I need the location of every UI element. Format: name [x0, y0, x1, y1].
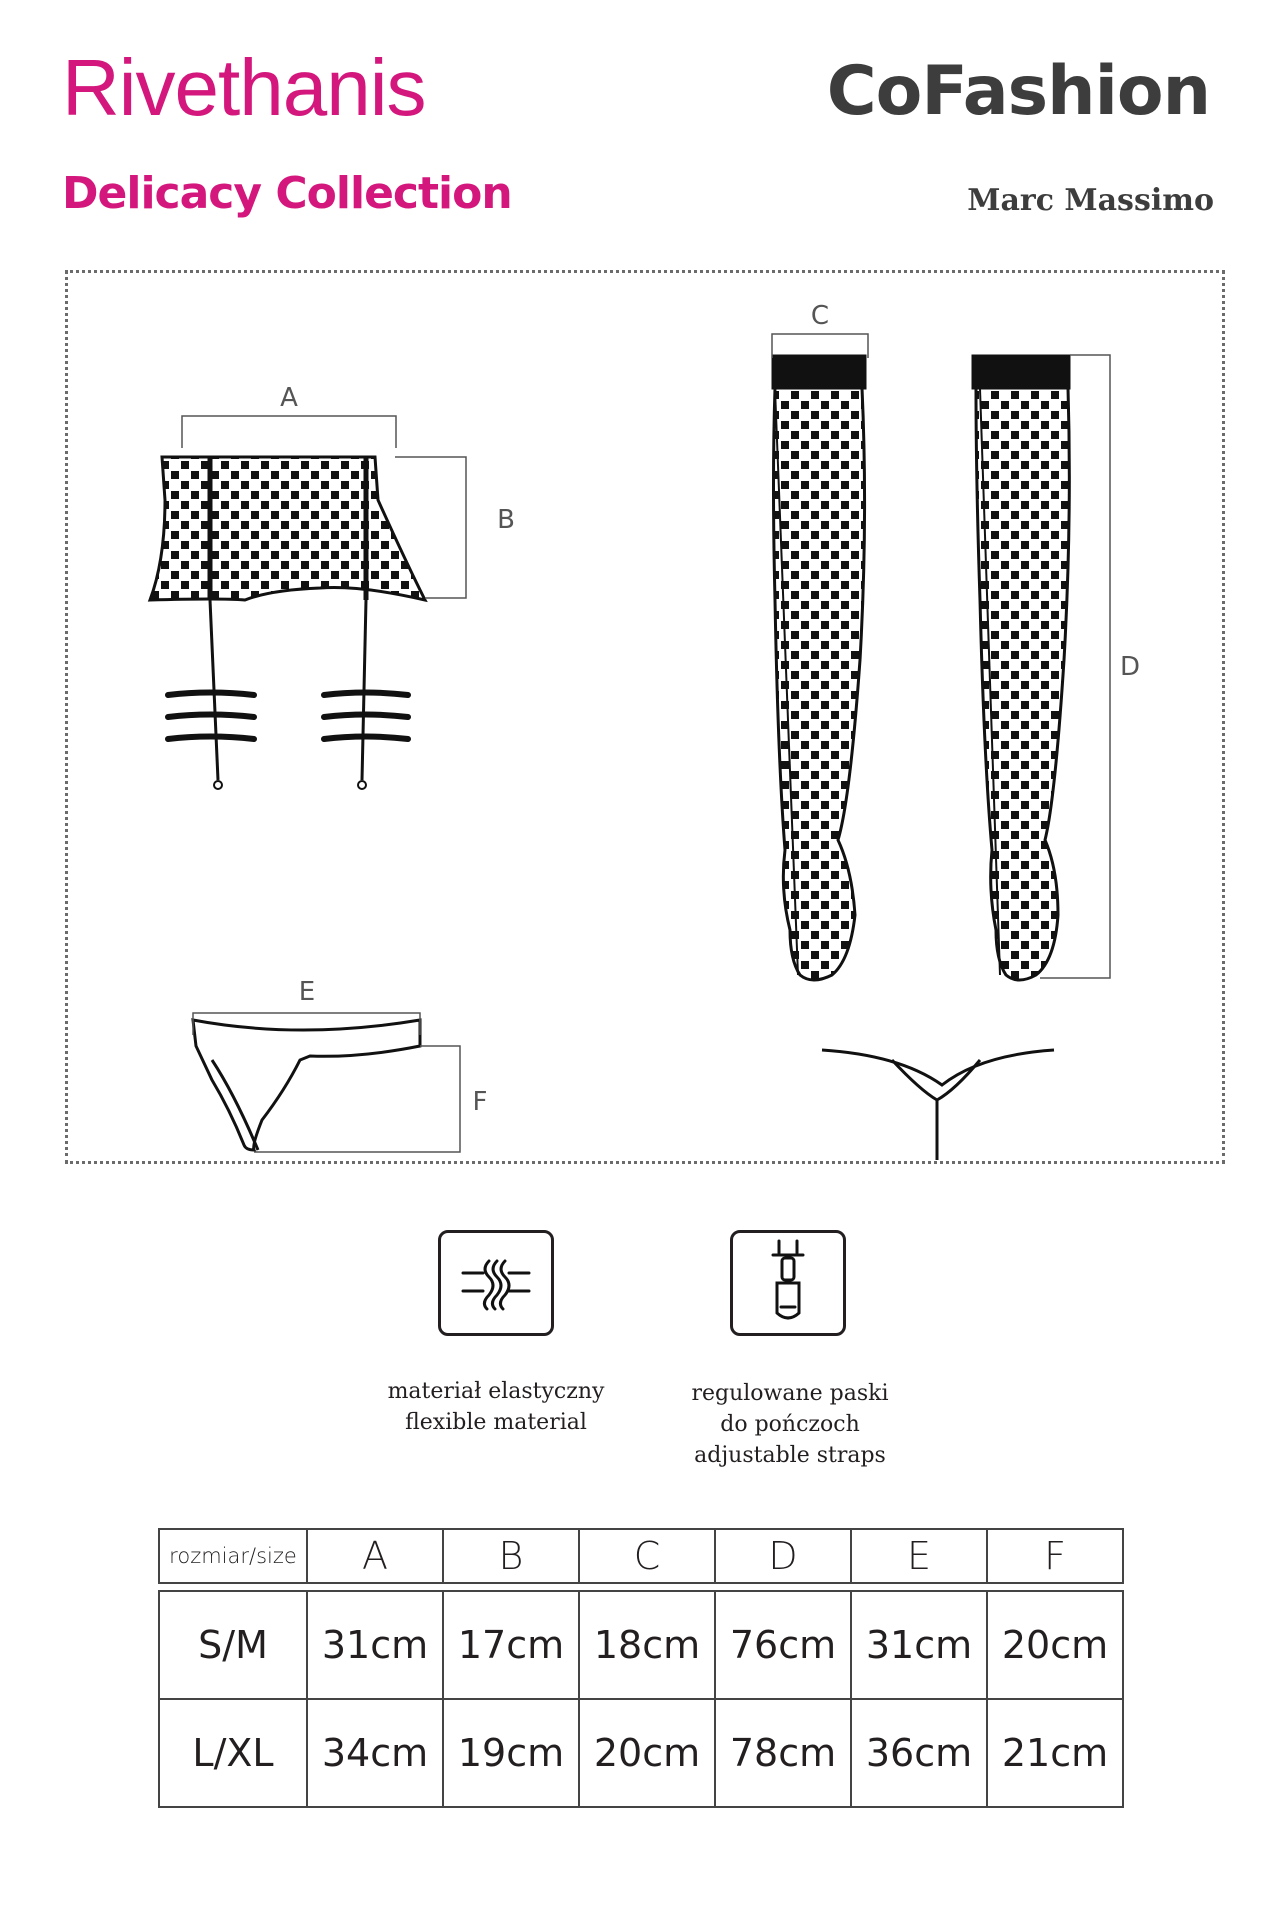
table-cell: 31cm [307, 1591, 443, 1699]
feature-2-line-1: regulowane paski [691, 1381, 889, 1406]
feature-2-line-2: do pończoch [720, 1412, 860, 1437]
size-table-header-row [159, 1529, 1123, 1583]
garter-strap-icon [730, 1230, 846, 1336]
table-cell: 34cm [307, 1699, 443, 1807]
feature-adjustable-straps [650, 1378, 930, 1471]
table-cell: 20cm [579, 1699, 715, 1807]
label-c: C [810, 301, 830, 331]
stockings-drawing [772, 355, 1070, 980]
feature-2-line-3: adjustable straps [694, 1443, 886, 1468]
panties-front-drawing [193, 1020, 420, 1150]
column-header-c: C [579, 1529, 715, 1583]
thong-back-drawing [822, 1050, 1054, 1160]
table-cell: 76cm [715, 1591, 851, 1699]
feature-flexible-material [360, 1376, 632, 1438]
sub-brand-logo: Marc Massimo [967, 183, 1214, 218]
table-cell: 18cm [579, 1591, 715, 1699]
table-row [159, 1591, 1123, 1699]
label-b: B [497, 505, 515, 535]
brand-logo: CoFashion [826, 52, 1210, 131]
column-header-b: B [443, 1529, 579, 1583]
label-f: F [472, 1087, 488, 1117]
elastic-waves-icon [438, 1230, 554, 1336]
product-name: Rivethanis [62, 43, 426, 132]
size-corner-label: rozmiar/size [159, 1529, 307, 1583]
size-table-header [158, 1528, 1124, 1584]
label-d: D [1119, 652, 1141, 682]
table-cell: 19cm [443, 1699, 579, 1807]
column-header-e: E [851, 1529, 987, 1583]
column-header-d: D [715, 1529, 851, 1583]
table-cell: 21cm [987, 1699, 1123, 1807]
garter-belt-drawing [150, 457, 425, 789]
column-header-a: A [307, 1529, 443, 1583]
label-e: E [298, 977, 316, 1007]
size-name: S/M [159, 1591, 307, 1699]
collection-name: Delicacy Collection [62, 168, 512, 219]
table-cell: 36cm [851, 1699, 987, 1807]
label-a: A [280, 383, 298, 413]
size-name: L/XL [159, 1699, 307, 1807]
size-table [158, 1590, 1124, 1808]
table-cell: 20cm [987, 1591, 1123, 1699]
feature-1-line-2: flexible material [405, 1410, 587, 1435]
feature-1-line-1: materiał elastyczny [387, 1379, 605, 1404]
table-cell: 31cm [851, 1591, 987, 1699]
table-cell: 78cm [715, 1699, 851, 1807]
column-header-f: F [987, 1529, 1123, 1583]
table-cell: 17cm [443, 1591, 579, 1699]
table-row [159, 1699, 1123, 1807]
